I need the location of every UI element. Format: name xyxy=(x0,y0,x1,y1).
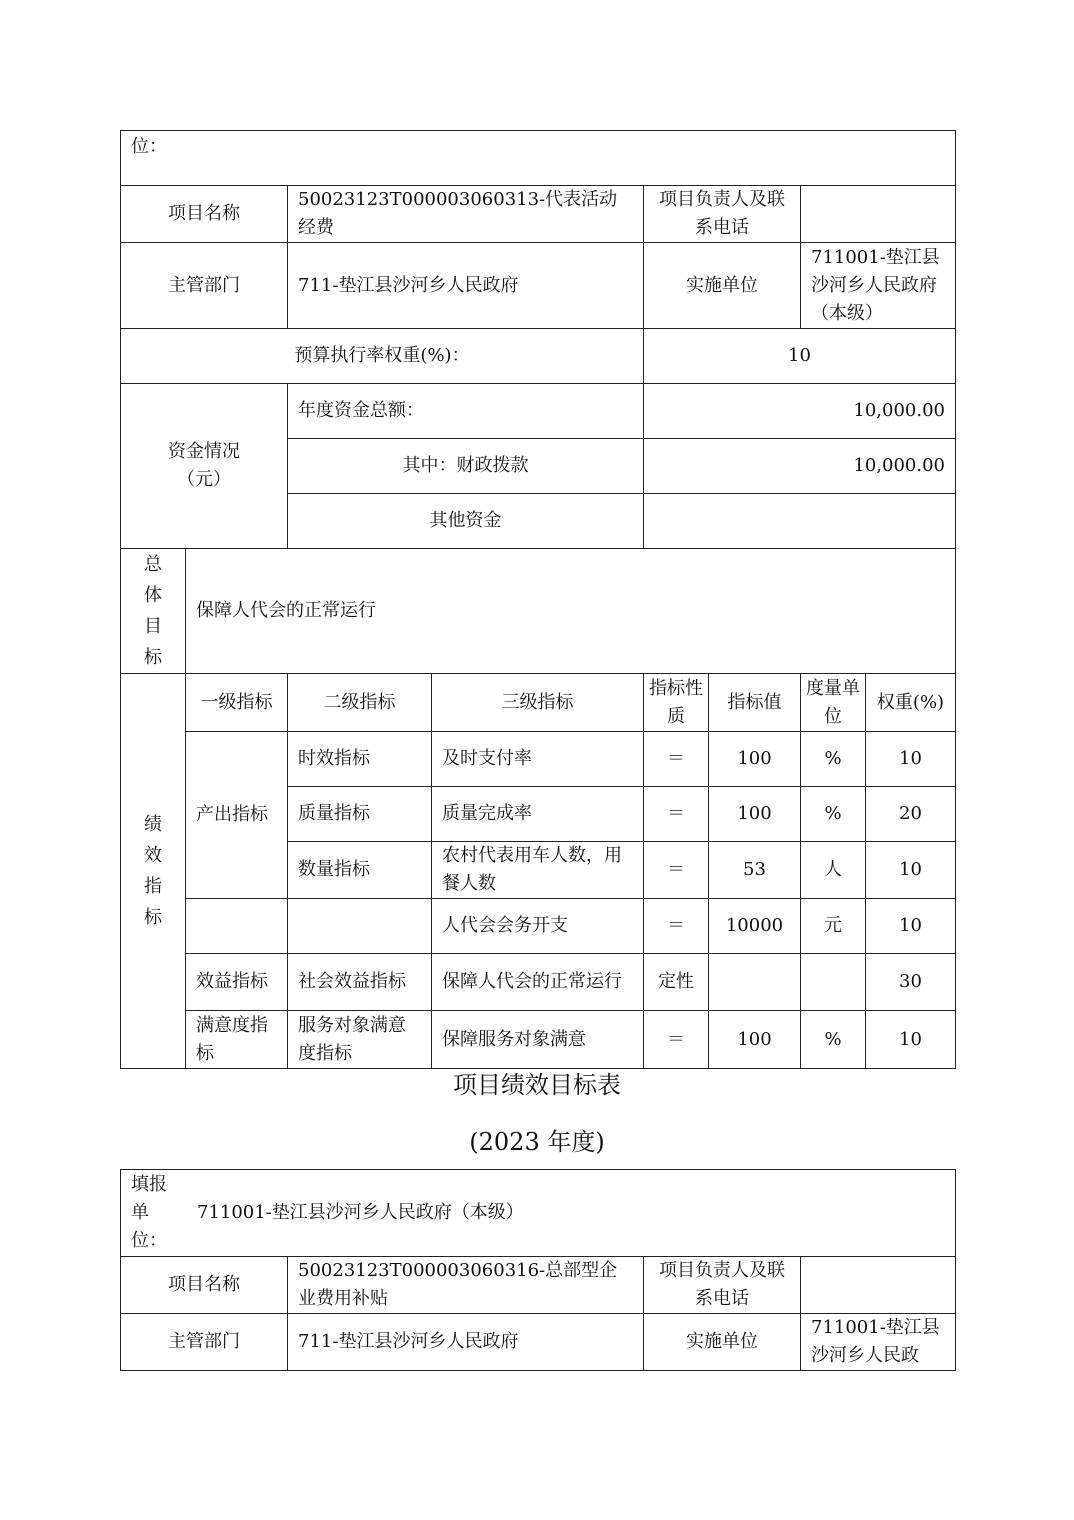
dept-label: 主管部门 xyxy=(121,243,288,329)
header-weight: 权重(%) xyxy=(866,674,956,732)
row-unit: % xyxy=(801,732,866,787)
project-name-value-2: 50023123T000003060316-总部型企业费用补贴 xyxy=(288,1257,644,1314)
project-name-label: 项目名称 xyxy=(121,186,288,243)
table-row xyxy=(121,899,956,954)
header-level1: 一级指标 xyxy=(186,674,288,732)
filler-label: 填报单位： xyxy=(131,1174,167,1251)
row-value: 53 xyxy=(709,842,801,899)
filler-value: 711001-垫江县沙河乡人民政府（本级） xyxy=(197,1202,524,1223)
fiscal-label: 其中：财政拨款 xyxy=(288,439,644,494)
performance-table-1 xyxy=(120,130,956,1069)
impl-value: 711001-垫江县沙河乡人民政府（本级） xyxy=(801,243,956,329)
filler-wrap xyxy=(131,1171,945,1255)
perf-label-text: 绩效指标 xyxy=(144,814,162,928)
project-name-value: 50023123T000003060313-代表活动经费 xyxy=(288,186,644,243)
row-level3: 质量完成率 xyxy=(432,787,644,842)
row-value: 10000 xyxy=(709,899,801,954)
perf-label xyxy=(121,674,186,1069)
impl-label: 实施单位 xyxy=(644,243,801,329)
row-value xyxy=(709,954,801,1011)
annual-total-value: 10,000.00 xyxy=(644,384,956,439)
row-level3: 农村代表用车人数，用餐人数 xyxy=(432,842,644,899)
contact-label-2: 项目负责人及联系电话 xyxy=(644,1257,801,1314)
output-label: 产出指标 xyxy=(186,732,288,899)
row-level2: 数量指标 xyxy=(288,842,432,899)
funds-label xyxy=(121,384,288,549)
goal-value: 保障人代会的正常运行 xyxy=(186,549,956,674)
dept-value: 711-垫江县沙河乡人民政府 xyxy=(288,243,644,329)
row-weight: 10 xyxy=(866,732,956,787)
row-unit: 元 xyxy=(801,899,866,954)
row-unit: 人 xyxy=(801,842,866,899)
header-unit: 度量单位 xyxy=(801,674,866,732)
row-unit: % xyxy=(801,1011,866,1069)
row-level2: 服务对象满意度指标 xyxy=(288,1011,432,1069)
row-level1: 满意度指标 xyxy=(186,1011,288,1069)
goal-label-text: 总体目标 xyxy=(144,554,162,668)
contact-label: 项目负责人及联系电话 xyxy=(644,186,801,243)
row-unit xyxy=(801,954,866,1011)
row-nature: ＝ xyxy=(644,899,709,954)
other-funds-label: 其他资金 xyxy=(288,494,644,549)
page-subtitle-year: (2023 年度) xyxy=(469,1128,605,1156)
annual-total-label: 年度资金总额： xyxy=(288,384,644,439)
row-nature: 定性 xyxy=(644,954,709,1011)
row-level2 xyxy=(288,899,432,954)
performance-table-2 xyxy=(120,1169,956,1371)
row-nature: ＝ xyxy=(644,1011,709,1069)
row-weight: 10 xyxy=(866,899,956,954)
row-level2: 社会效益指标 xyxy=(288,954,432,1011)
budget-weight-label: 预算执行率权重(%)： xyxy=(121,329,644,384)
row-weight: 10 xyxy=(866,1011,956,1069)
row-value: 100 xyxy=(709,1011,801,1069)
impl-label-2: 实施单位 xyxy=(644,1314,801,1371)
row-weight: 10 xyxy=(866,842,956,899)
row-level3: 保障人代会的正常运行 xyxy=(432,954,644,1011)
dept-label-2: 主管部门 xyxy=(121,1314,288,1371)
budget-weight-value: 10 xyxy=(644,329,956,384)
row-unit: % xyxy=(801,787,866,842)
contact-value-2 xyxy=(801,1257,956,1314)
other-funds-value xyxy=(644,494,956,549)
row-level3: 保障服务对象满意 xyxy=(432,1011,644,1069)
row-level2: 时效指标 xyxy=(288,732,432,787)
table-row xyxy=(121,954,956,1011)
row-weight: 20 xyxy=(866,787,956,842)
fiscal-value: 10,000.00 xyxy=(644,439,956,494)
filler-row xyxy=(121,1170,956,1257)
header-level3: 三级指标 xyxy=(432,674,644,732)
dept-value-2: 711-垫江县沙河乡人民政府 xyxy=(288,1314,644,1371)
row-level1 xyxy=(186,899,288,954)
contact-value xyxy=(801,186,956,243)
table-row xyxy=(121,1011,956,1069)
unit-label-tail: 位： xyxy=(121,131,956,186)
row-value: 100 xyxy=(709,732,801,787)
header-nature: 指标性质 xyxy=(644,674,709,732)
row-weight: 30 xyxy=(866,954,956,1011)
header-level2: 二级指标 xyxy=(288,674,432,732)
impl-value-2: 711001-垫江县沙河乡人民政 xyxy=(801,1314,956,1371)
project-name-label-2: 项目名称 xyxy=(121,1257,288,1314)
header-value: 指标值 xyxy=(709,674,801,732)
page-title: 项目绩效目标表 xyxy=(453,1071,621,1099)
row-nature: ＝ xyxy=(644,787,709,842)
row-level2: 质量指标 xyxy=(288,787,432,842)
table-row xyxy=(121,732,956,787)
row-level3: 及时支付率 xyxy=(432,732,644,787)
goal-label xyxy=(121,549,186,674)
funds-label-text: 资金情况（元） xyxy=(168,441,240,490)
row-nature: ＝ xyxy=(644,732,709,787)
row-level1: 效益指标 xyxy=(186,954,288,1011)
row-level3: 人代会会务开支 xyxy=(432,899,644,954)
row-value: 100 xyxy=(709,787,801,842)
row-nature: ＝ xyxy=(644,842,709,899)
